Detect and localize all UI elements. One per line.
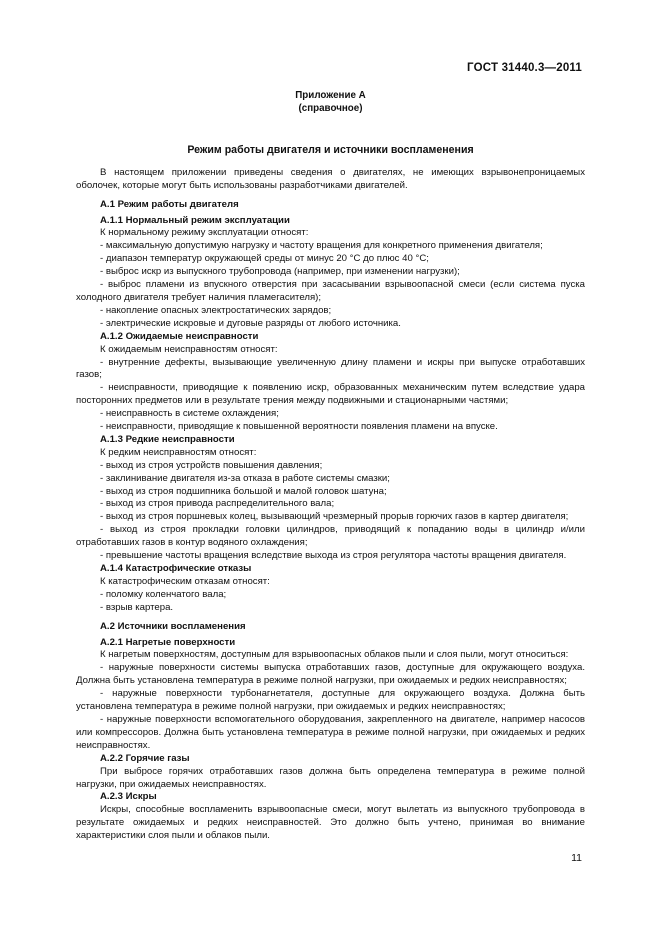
- list-item: - выход из строя устройств повышения давления;: [100, 459, 323, 471]
- annex-label: Приложение А: [295, 90, 366, 101]
- list-item: - заклинивание двигателя из-за отказа в работе системы смазки;: [100, 472, 390, 484]
- document-code: ГОСТ 31440.3—2011: [467, 62, 582, 74]
- list-item: - поломку коленчатого вала;: [100, 588, 227, 600]
- list-item: - неисправность в системе охлаждения;: [100, 408, 279, 420]
- list-item: - выход из строя поршневых колец, вызывающий чрезмерный прорыв горючих газов в картер двигателя;: [100, 511, 569, 523]
- subsection-heading: А.2.1 Нагретые поверхности: [100, 636, 236, 648]
- page-number: 11: [571, 852, 582, 864]
- subsection-heading: А.1.1 Нормальный режим эксплуатации: [100, 214, 290, 226]
- paragraph: К нагретым поверхностям, доступным для взрывоопасных облаков пыли и слоя пыли, могут относиться:: [100, 649, 569, 661]
- list-item: - наружные поверхности вспомогательного оборудования, закрепленного на двигателе, например насосов или компрессоров. Должна быть установлена температура в режиме полной нагрузки, при ожидаемых и редких неисправностях.: [76, 713, 585, 751]
- paragraph: К редким неисправностям относят:: [100, 446, 257, 458]
- list-item: - выброс искр из выпускного трубопровода (например, при изменении нагрузки);: [100, 266, 460, 278]
- paragraph: К нормальному режиму эксплуатации относят:: [100, 227, 309, 239]
- paragraph: При выбросе горячих отработавших газов должна быть определена температура в режиме полной нагрузки, при ожидаемых неисправностях.: [76, 765, 585, 790]
- page-content: [76, 90, 585, 843]
- list-item: - выход из строя подшипника большой и малой головок шатуна;: [100, 485, 387, 497]
- section-heading: А.2 Источники воспламенения: [100, 620, 246, 632]
- list-item: - выход из строя привода распределительного вала;: [100, 498, 335, 510]
- list-item: - наружные поверхности турбонагнетателя, доступные для окружающего воздуха. Должна быть установлена температура в режиме полной нагрузки, при ожидаемых и редких неисправностях;: [76, 688, 585, 713]
- list-item: - внутренние дефекты, вызывающие увеличенную длину пламени и искры при выпуске отработавших газов;: [76, 356, 585, 381]
- list-item: - превышение частоты вращения вследствие выхода из строя регулятора частоты вращения двигателя.: [100, 550, 567, 562]
- list-item: - максимальную допустимую нагрузку и частоту вращения для конкретного применения двигателя;: [100, 240, 543, 252]
- list-item: - выход из строя прокладки головки цилиндров, приводящий к попаданию воды в цилиндр и/или отработавших газов в контур водяного охлаждения;: [76, 524, 585, 549]
- intro-paragraph: В настоящем приложении приведены сведения о двигателях, не имеющих взрывонепроницаемых оболочек, которые могут быть использованы разработчиками двигателей.: [76, 166, 585, 191]
- subsection-heading: А.1.3 Редкие неисправности: [100, 433, 235, 445]
- list-item: - накопление опасных электростатических зарядов;: [100, 304, 332, 316]
- paragraph: К катастрофическим отказам относят:: [100, 575, 270, 587]
- paragraph: К ожидаемым неисправностям относят:: [100, 343, 278, 355]
- paragraph: Искры, способные воспламенить взрывоопасные смеси, могут вылетать из выпускного трубопровода в результате ожидаемых и редких неисправностей. Это должно быть учтено, принимая во внимание характеристики слоя пыли и облаков пыли.: [76, 804, 585, 842]
- list-item: - неисправности, приводящие к появлению искр, образованных механическим путем вследствие удара посторонних предметов или в результате трения между подвижными и стационарными частями;: [76, 382, 585, 407]
- list-item: - наружные поверхности системы выпуска отработавших газов, доступные для окружающего воздуха. Должна быть установлена температура в режиме полной нагрузки, при ожидаемых и редких неисправностях;: [76, 662, 585, 687]
- list-item: - диапазон температур окружающей среды от минус 20 °С до плюс 40 °С;: [100, 253, 429, 265]
- page-title: Режим работы двигателя и источники воспламенения: [187, 143, 474, 156]
- list-item: - взрыв картера.: [100, 601, 174, 613]
- list-item: - выброс пламени из впускного отверстия при засасывании взрывоопасной смеси (если система пуска холодного двигателя требует наличия пламегасителя);: [76, 279, 585, 303]
- annex-type: (справочное): [298, 102, 363, 114]
- subsection-heading: А.2.3 Искры: [100, 791, 157, 803]
- list-item: - электрические искровые и дуговые разряды от любого источника.: [100, 317, 401, 329]
- section-heading: А.1 Режим работы двигателя: [100, 198, 239, 210]
- subsection-heading: А.2.2 Горячие газы: [100, 752, 190, 764]
- subsection-heading: А.1.4 Катастрофические отказы: [100, 563, 252, 574]
- subsection-heading: А.1.2 Ожидаемые неисправности: [100, 330, 259, 342]
- list-item: - неисправности, приводящие к повышенной вероятности появления пламени на впуске.: [100, 421, 498, 433]
